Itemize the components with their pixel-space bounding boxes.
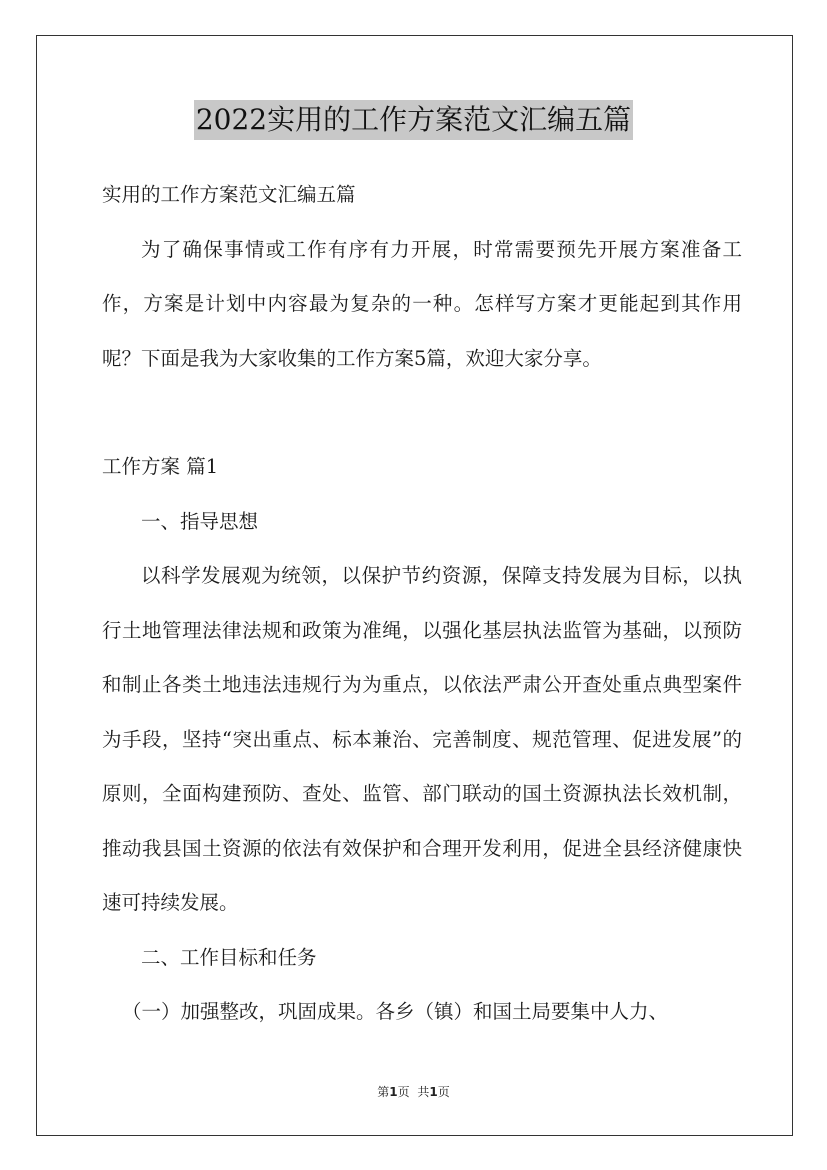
document-subtitle: 实用的工作方案范文汇编五篇 bbox=[102, 183, 356, 206]
blank-line bbox=[102, 386, 742, 440]
title-wrap bbox=[0, 100, 827, 140]
page-prefix: 第 bbox=[377, 1085, 390, 1099]
page-number: 1 bbox=[389, 1085, 398, 1099]
document-body bbox=[102, 168, 742, 1040]
total-pages: 1 bbox=[429, 1085, 438, 1099]
paragraph-goals-tasks: （一）加强整改，巩固成果。各乡（镇）和国土局要集中人力、 bbox=[122, 1000, 669, 1023]
heading-goals-tasks: 二、工作目标和任务 bbox=[141, 945, 317, 969]
paragraph-guiding-ideology: 以科学发展观为统领，以保护节约资源，保障支持发展为目标，以执行土地管理法律法规和政策为准绳，以强化基层执法监管为基础，以预防和制止各类土地违法违规行为为重点，以依法严肃公开查处重点典型案件为手段，坚持“突出重点、标本兼治、完善制度、规范管理、促进发展”的原则，全面构建预防、查处、监管、部门联动的国土资源执法长效机制，推动我县国土资源的依法有效保护和合理开发利用，促进全县经济健康快速可持续发展。 bbox=[102, 564, 742, 914]
section-heading: 工作方案 篇1 bbox=[102, 455, 219, 478]
intro-paragraph: 为了确保事情或工作有序有力开展，时常需要预先开展方案准备工作，方案是计划中内容最为复杂的一种。怎样写方案才更能起到其作用呢？下面是我为大家收集的工作方案5篇，欢迎大家分享。 bbox=[102, 237, 742, 370]
page-footer bbox=[0, 1083, 827, 1101]
page-suffix: 页 bbox=[397, 1085, 410, 1099]
total-suffix: 页 bbox=[437, 1085, 450, 1099]
heading-guiding-ideology: 一、指导思想 bbox=[141, 509, 259, 533]
total-prefix: 共 bbox=[417, 1085, 430, 1099]
document-title: 2022实用的工作方案范文汇编五篇 bbox=[194, 100, 633, 140]
